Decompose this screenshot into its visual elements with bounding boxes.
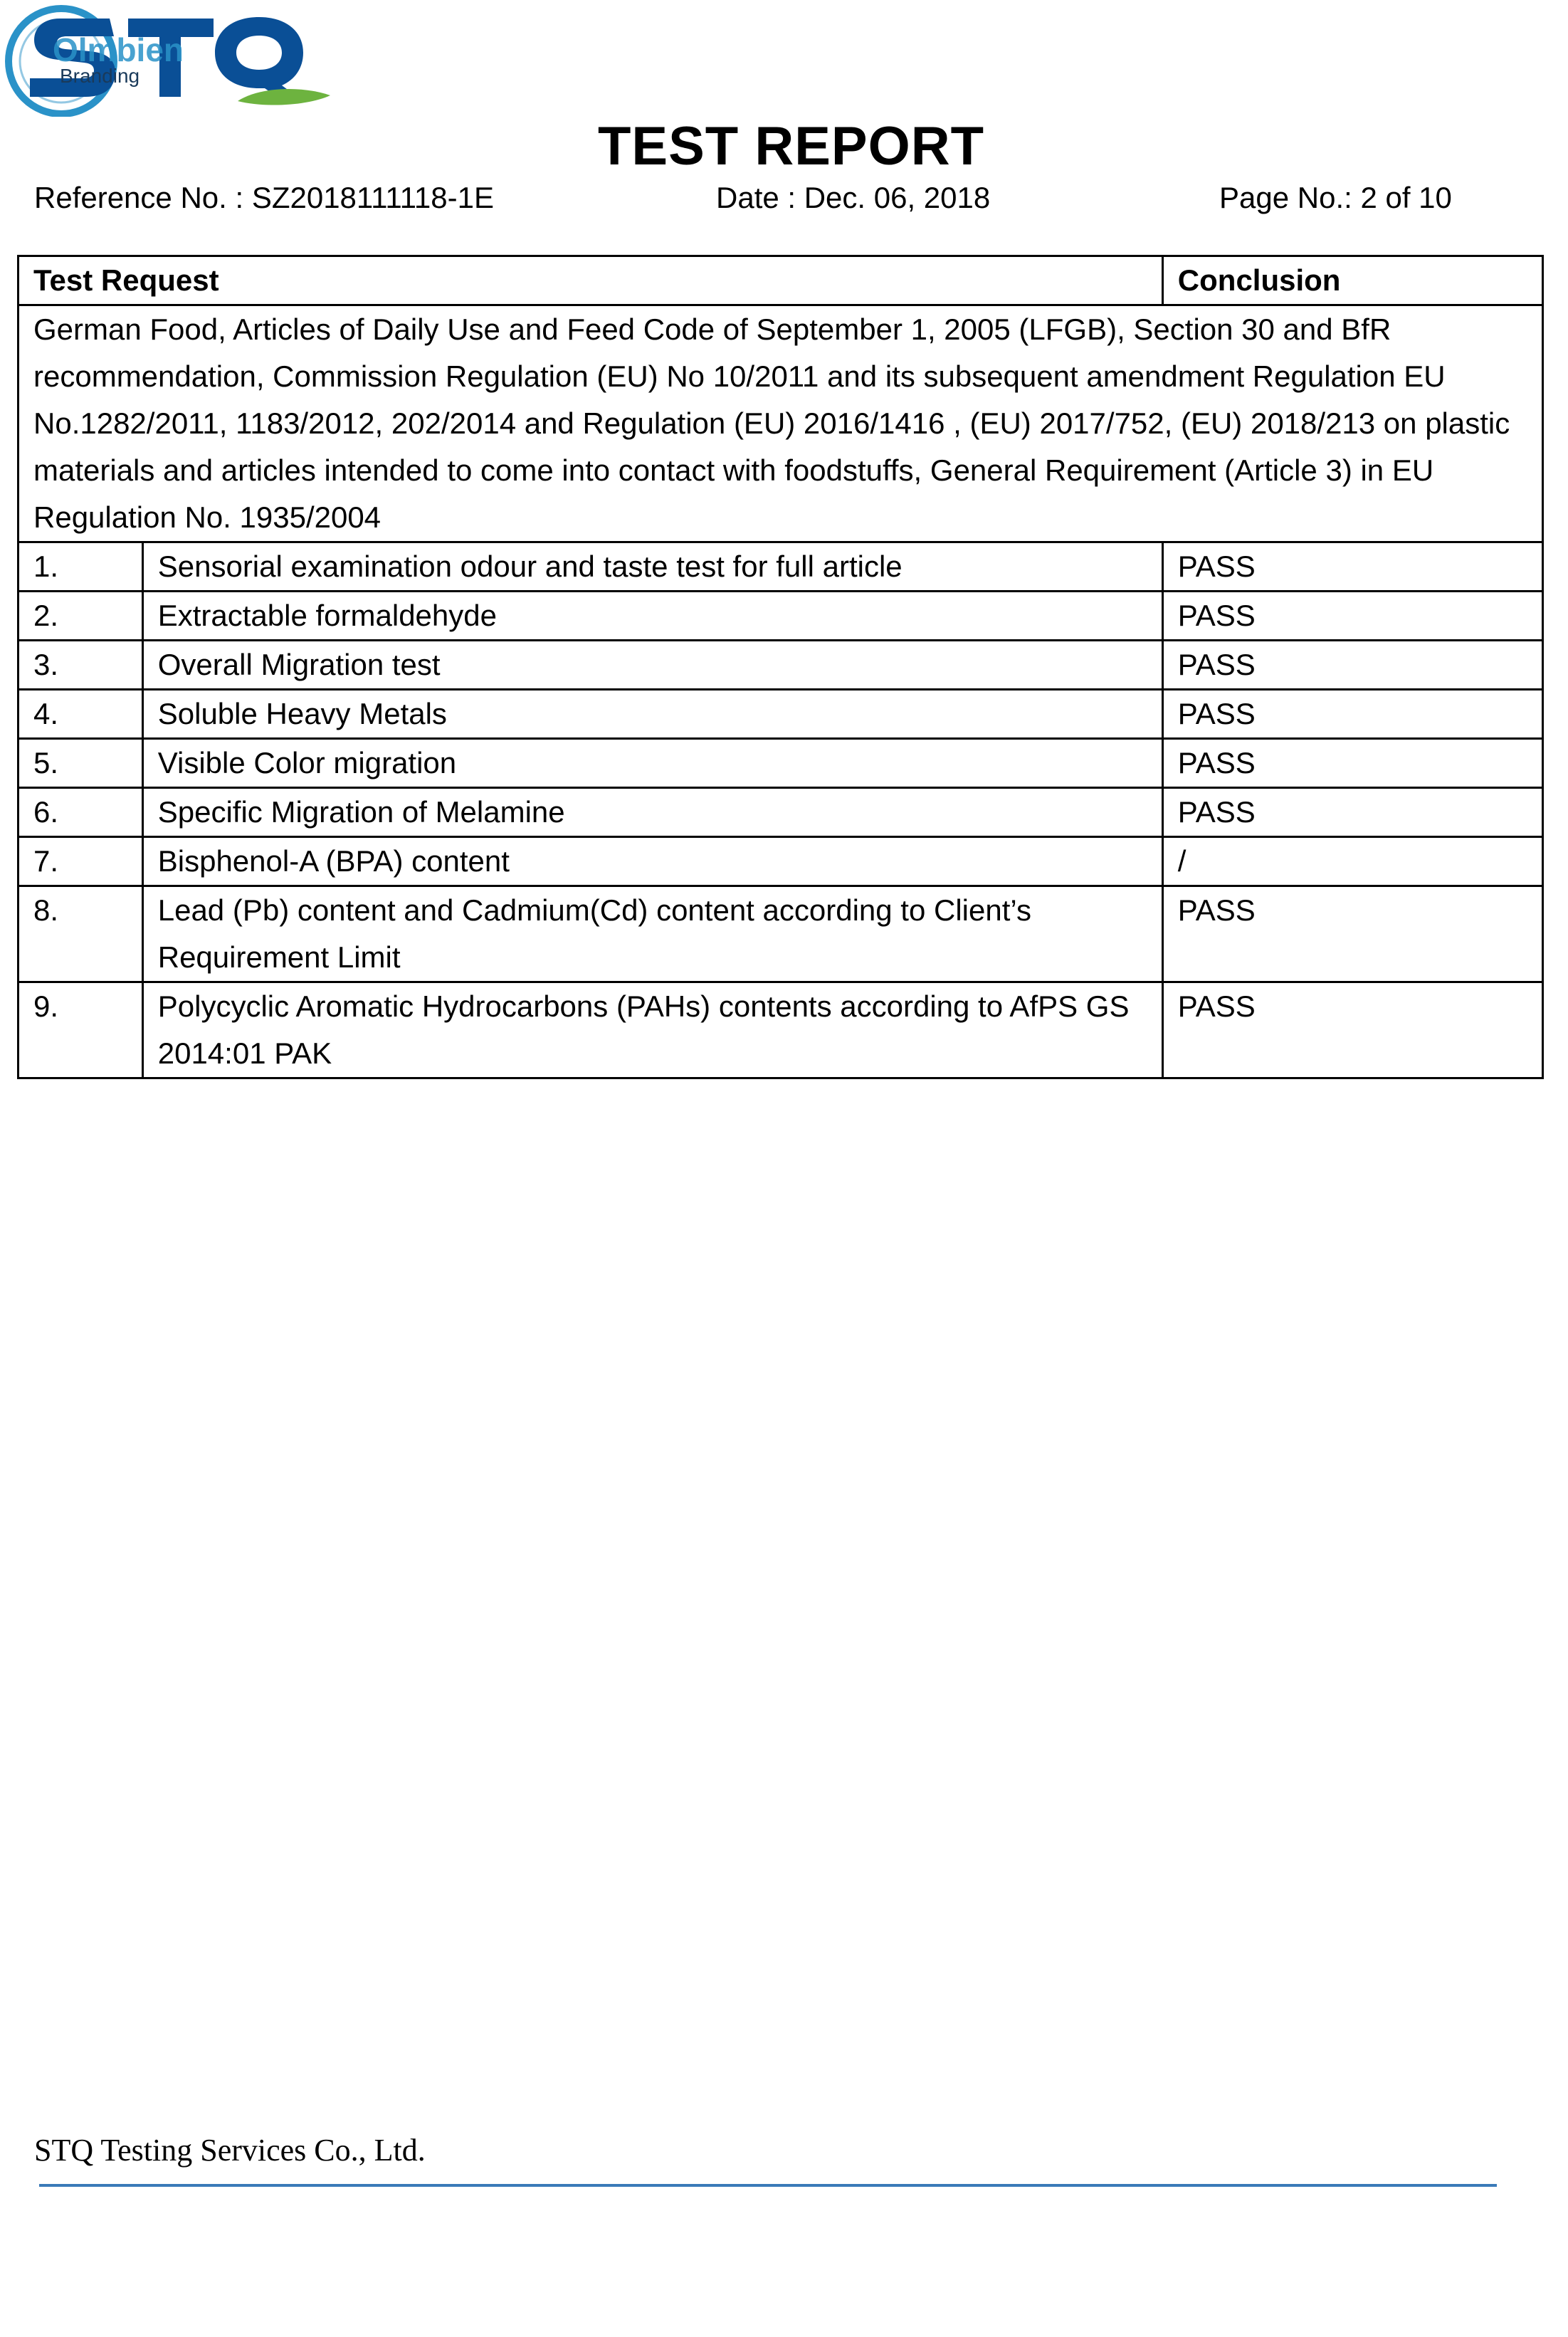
table-header-row — [19, 256, 1543, 305]
row-number: 7. — [19, 837, 143, 886]
test-item: Lead (Pb) content and Cadmium(Cd) content according to Client’s Requirement Limit — [142, 886, 1162, 982]
test-item: Polycyclic Aromatic Hydrocarbons (PAHs) contents according to AfPS GS 2014:01 PAK — [142, 982, 1162, 1078]
table-row — [19, 690, 1543, 739]
report-title: TEST REPORT — [597, 116, 985, 177]
table-row — [19, 788, 1543, 837]
table-row — [19, 982, 1543, 1078]
row-number: 4. — [19, 690, 143, 739]
footer-divider — [39, 2184, 1497, 2187]
stq-logo-icon — [3, 3, 359, 117]
conclusion: PASS — [1162, 886, 1542, 982]
conclusion: PASS — [1162, 788, 1542, 837]
test-item: Overall Migration test — [142, 641, 1162, 690]
footer-company: STQ Testing Services Co., Ltd. — [34, 2133, 426, 2168]
test-item: Soluble Heavy Metals — [142, 690, 1162, 739]
row-number: 1. — [19, 542, 143, 592]
conclusion: PASS — [1162, 982, 1542, 1078]
test-item: Specific Migration of Melamine — [142, 788, 1162, 837]
row-number: 2. — [19, 592, 143, 641]
conclusion: PASS — [1162, 542, 1542, 592]
test-item: Extractable formaldehyde — [142, 592, 1162, 641]
table-row — [19, 886, 1543, 982]
report-date: Date : Dec. 06, 2018 — [716, 181, 991, 214]
results-table — [17, 255, 1544, 1079]
table-row — [19, 739, 1543, 788]
table-row — [19, 592, 1543, 641]
svg-text:Olmbien: Olmbien — [53, 31, 184, 68]
reference-number: Reference No. : SZ2018111118-1E — [34, 181, 494, 214]
row-number: 6. — [19, 788, 143, 837]
conclusion: / — [1162, 837, 1542, 886]
conclusion: PASS — [1162, 690, 1542, 739]
table-row — [19, 837, 1543, 886]
test-item: Visible Color migration — [142, 739, 1162, 788]
row-number: 3. — [19, 641, 143, 690]
conclusion: PASS — [1162, 641, 1542, 690]
row-number: 9. — [19, 982, 143, 1078]
row-number: 8. — [19, 886, 143, 982]
svg-text:Branding: Branding — [60, 65, 140, 87]
page-number: Page No.: 2 of 10 — [1219, 181, 1452, 214]
conclusion: PASS — [1162, 739, 1542, 788]
request-text: German Food, Articles of Daily Use and Feed Code of September 1, 2005 (LFGB), Section 30 and BfR recommendation, Commission Regulation (EU) No 10/2011 and its subsequent amendment Regulation EU No.1282/2011, 1183/2012, 202/2014 and Regulation (EU) 2016/1416 , (EU) 2017/752, (EU) 2018/213 on plastic materials and articles intended to come into contact with foodstuffs, General Requirement (Article 3) in EU Regulation No. 1935/2004 — [19, 305, 1543, 542]
row-number: 5. — [19, 739, 143, 788]
table-row — [19, 542, 1543, 592]
test-item: Sensorial examination odour and taste test for full article — [142, 542, 1162, 592]
table-row — [19, 641, 1543, 690]
header-conclusion: Conclusion — [1162, 256, 1542, 305]
conclusion: PASS — [1162, 592, 1542, 641]
header-test-request: Test Request — [19, 256, 1163, 305]
test-item: Bisphenol-A (BPA) content — [142, 837, 1162, 886]
request-row — [19, 305, 1543, 542]
